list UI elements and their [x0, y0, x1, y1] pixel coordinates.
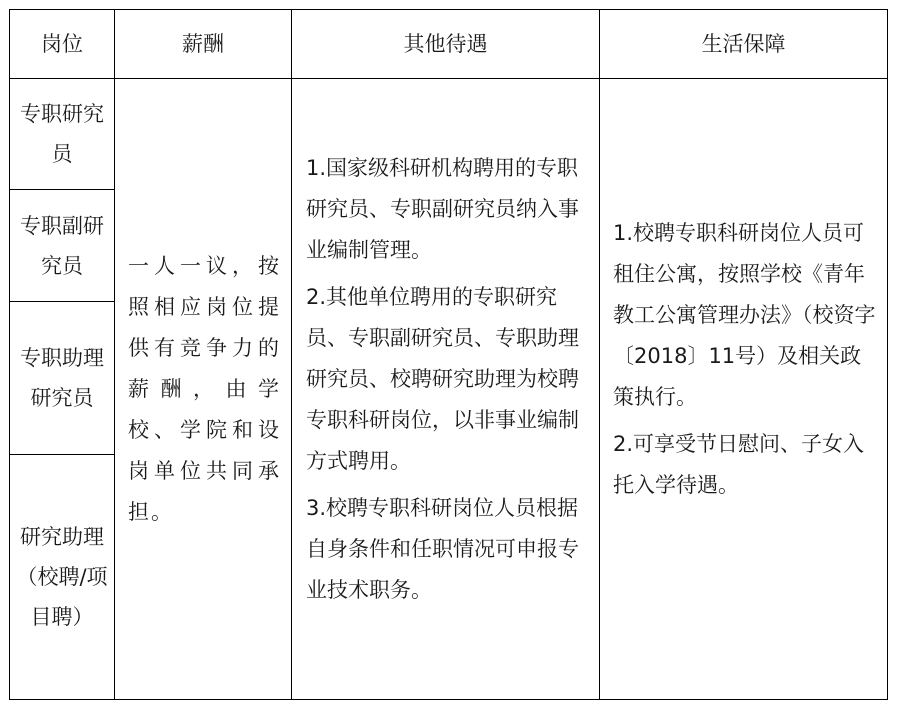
position-cell	[10, 79, 115, 190]
other-benefit-item: 1.国家级科研机构聘用的专职研究员、专职副研究员纳入事业编制管理。	[306, 155, 579, 262]
position-label: 专职助理研究员	[20, 346, 104, 410]
salary-text: 一人一议，按照相应岗位提供有竞争力的薪酬，由学校、学院和设岗单位共同承担。	[128, 253, 281, 524]
position-label: 专职副研究员	[20, 213, 104, 278]
other-benefit-item: 3.校聘专职科研岗位人员根据自身条件和任职情况可申报专业技术职务。	[306, 495, 579, 602]
position-cell	[10, 302, 115, 455]
header-position: 岗位	[10, 10, 115, 79]
life-support-item: 1.校聘专职科研岗位人员可租住公寓，按照学校《青年教工公寓管理办法》（校资字〔2018〕11号）及相关政策执行。	[613, 220, 876, 409]
header-life-support: 生活保障	[600, 10, 888, 79]
position-cell	[10, 455, 115, 700]
life-support-cell	[600, 79, 888, 700]
position-cell	[10, 190, 115, 302]
header-salary: 薪酬	[115, 10, 292, 79]
header-row	[10, 10, 888, 79]
policy-table	[9, 9, 888, 700]
salary-cell	[115, 79, 292, 700]
position-label: 研究助理	[20, 525, 104, 549]
position-label: 专职研究员	[20, 102, 104, 166]
table-row	[10, 79, 888, 190]
other-benefit-item: 2.其他单位聘用的专职研究员、专职副研究员、专职助理研究员、校聘研究助理为校聘专职科研岗位，以非事业编制方式聘用。	[306, 284, 579, 473]
other-benefits-cell	[292, 79, 600, 700]
position-note: （校聘/项目聘）	[16, 565, 108, 629]
life-support-item: 2.可享受节日慰问、子女入托入学待遇。	[613, 431, 865, 497]
header-other-benefits: 其他待遇	[292, 10, 600, 79]
